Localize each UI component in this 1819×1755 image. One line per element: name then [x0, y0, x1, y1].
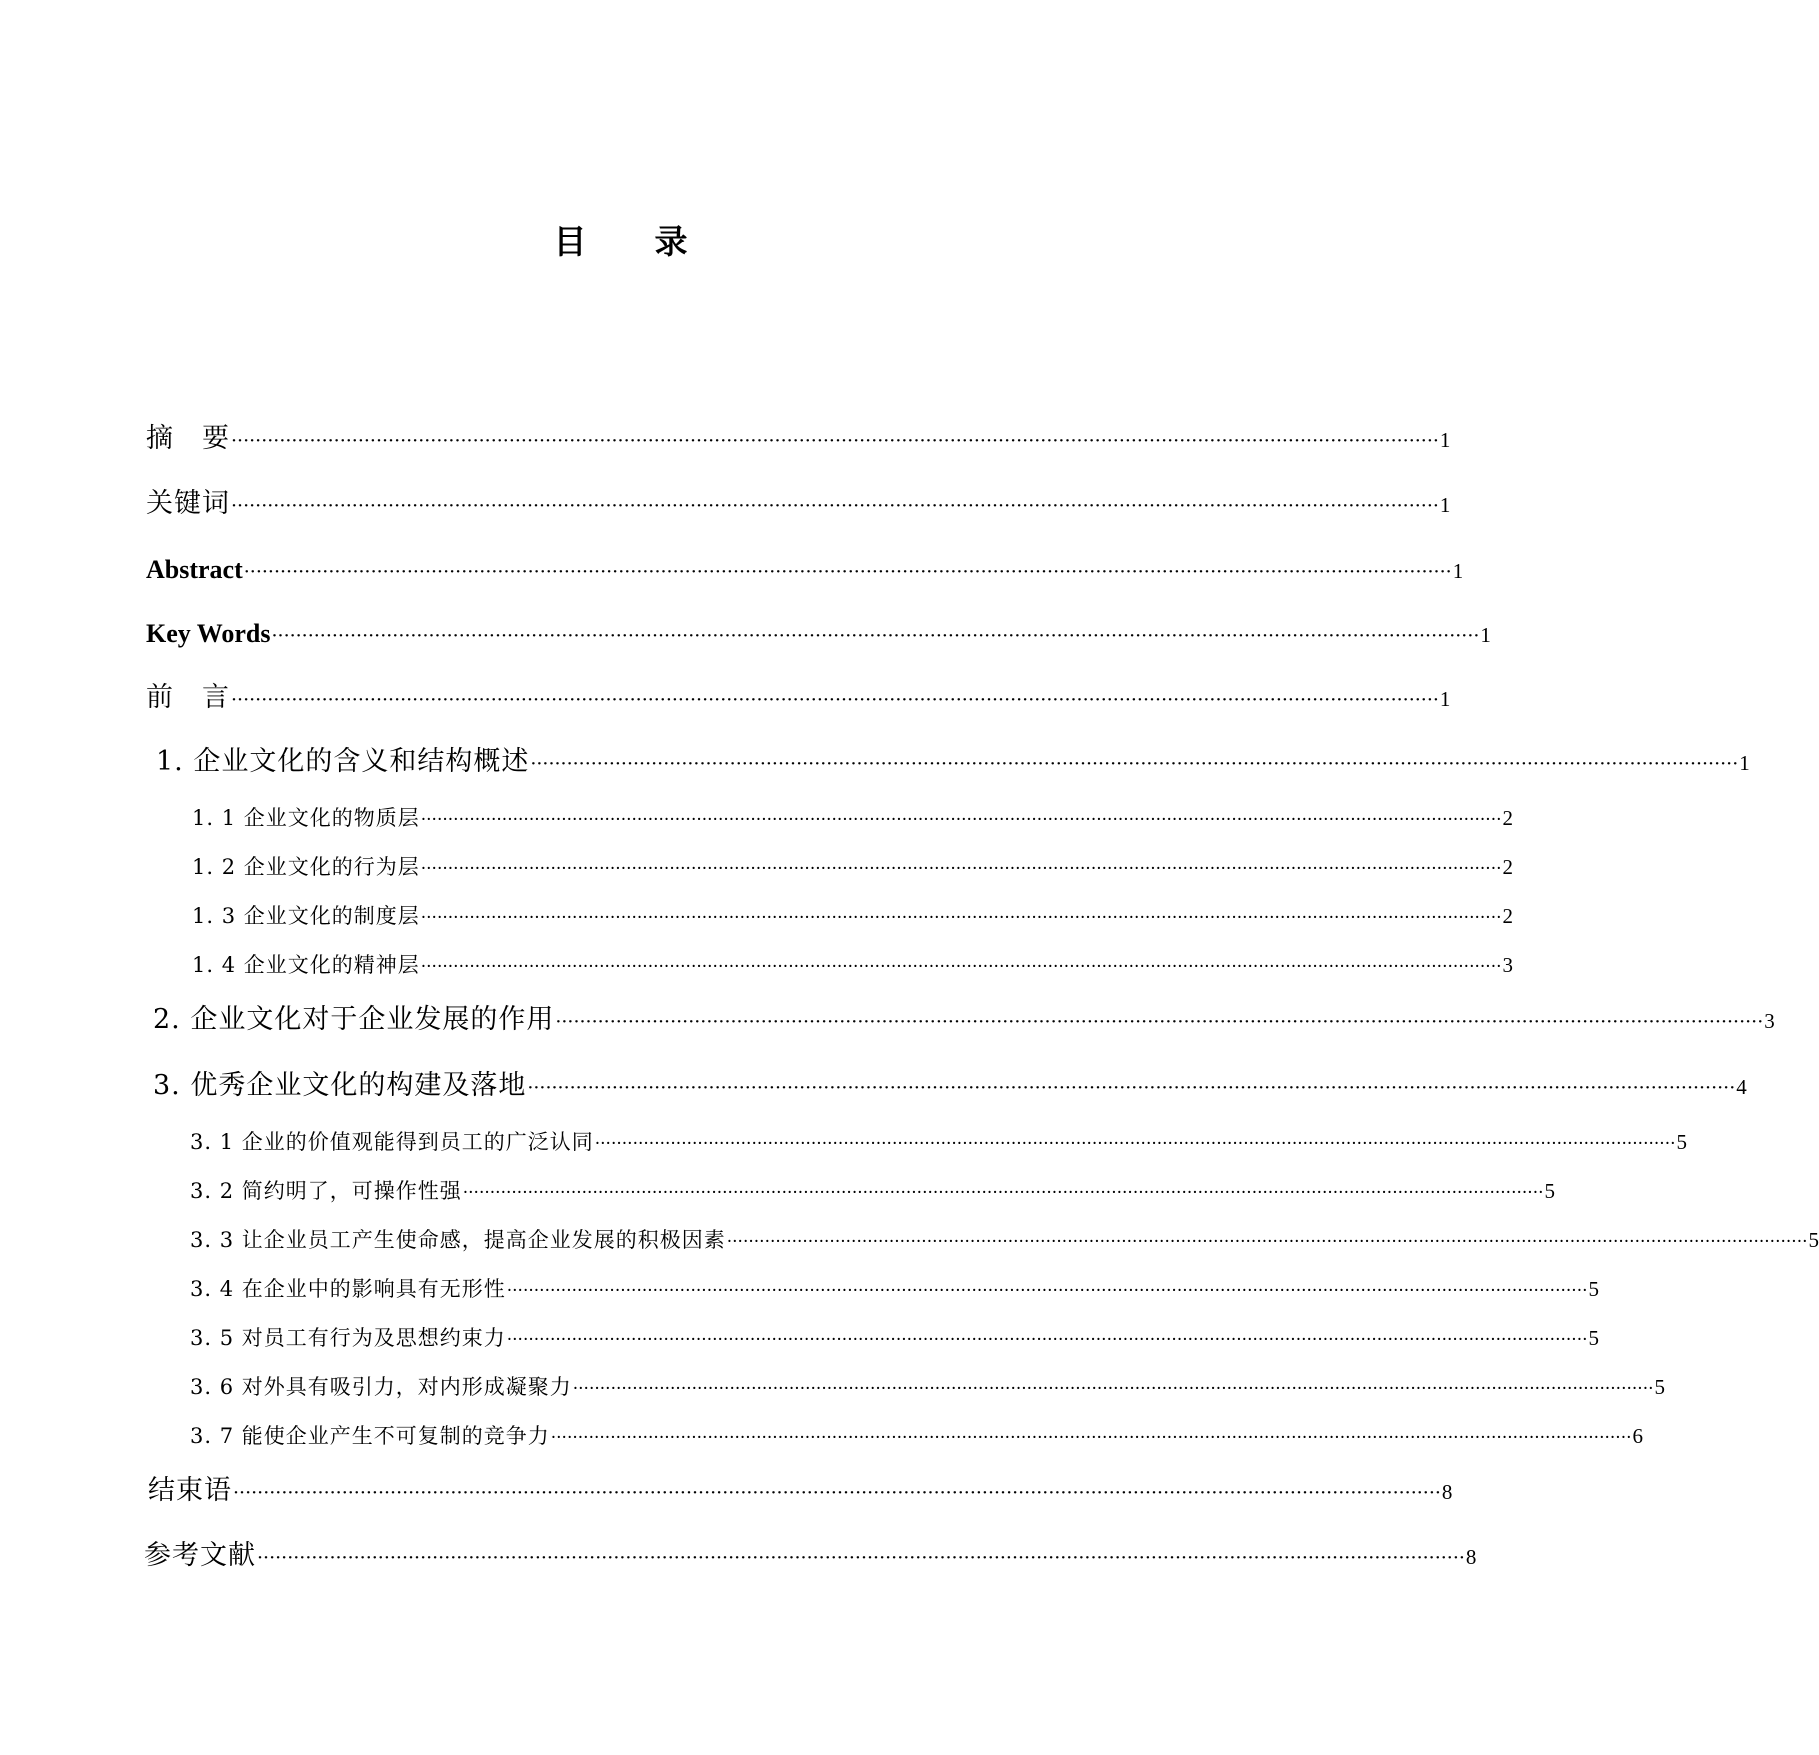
toc-entry-section-1[interactable] [156, 745, 1750, 781]
toc-leader-dots: ········································································································································································································ [506, 1330, 1588, 1350]
toc-leader-dots: ········································································································································································································ [271, 625, 1480, 647]
toc-leader-dots: ········································································································································································································ [420, 810, 1502, 830]
toc-leader-dots: ········································································································································································································ [530, 753, 1739, 775]
toc-entry-section-3-4[interactable] [190, 1274, 1600, 1306]
toc-entry-keywords-cn[interactable] [146, 487, 1451, 523]
toc-entry-label: 3. 5 对员工有行为及思想约束力 [190, 1326, 506, 1350]
toc-entry-label: 3. 4 在企业中的影响具有无形性 [190, 1277, 506, 1301]
toc-entry-section-2[interactable] [153, 1003, 1775, 1039]
toc-entry-label: 3. 6 对外具有吸引力，对内形成凝聚力 [190, 1375, 572, 1399]
toc-leader-dots: ········································································································································································································ [572, 1379, 1654, 1399]
toc-leader-dots: ········································································································································································································ [243, 561, 1452, 583]
toc-entry-section-1-3[interactable] [192, 901, 1514, 933]
toc-entry-label: 1. 企业文化的含义和结构概述 [156, 746, 530, 777]
toc-page-number: 1 [1439, 428, 1451, 452]
toc-page-number: 5 [1808, 1228, 1819, 1252]
toc-entry-label: 1. 2 企业文化的行为层 [192, 855, 420, 879]
toc-entry-section-3-5[interactable] [190, 1323, 1600, 1355]
toc-entry-section-3-3[interactable] [190, 1225, 1819, 1257]
toc-leader-dots: ········································································································································································································ [420, 859, 1502, 879]
toc-page-number: 1 [1439, 687, 1451, 711]
toc-entry-label: 参考文献 [144, 1540, 256, 1571]
toc-entry-label: 关键词 [146, 488, 230, 519]
toc-leader-dots: ········································································································································································································ [462, 1183, 1544, 1203]
toc-page-number: 5 [1676, 1130, 1688, 1154]
toc-entry-label: 3. 2 简约明了，可操作性强 [190, 1179, 462, 1203]
toc-entry-label: 1. 3 企业文化的制度层 [192, 904, 420, 928]
toc-page-number: 1 [1452, 559, 1464, 583]
toc-entry-section-3-7[interactable] [190, 1421, 1644, 1453]
toc-leader-dots: ········································································································································································································ [550, 1428, 1632, 1448]
toc-entry-label: Key Words [146, 619, 271, 648]
toc-entry-section-3-6[interactable] [190, 1372, 1666, 1404]
toc-page-number: 2 [1502, 904, 1514, 928]
toc-page-number: 5 [1544, 1179, 1556, 1203]
toc-entry-label: 结束语 [148, 1475, 232, 1506]
toc-leader-dots: ········································································································································································································ [257, 1547, 1465, 1569]
toc-entry-label: 前 言 [146, 682, 230, 713]
toc-page-number: 1 [1739, 751, 1750, 775]
toc-entry-section-3-1[interactable] [190, 1127, 1688, 1159]
toc-entry-section-1-2[interactable] [192, 852, 1514, 884]
toc-entry-section-1-4[interactable] [192, 950, 1514, 982]
toc-leader-dots: ········································································································································································································ [231, 430, 1439, 452]
toc-entry-label: Abstract [146, 555, 243, 584]
toc-entry-keywords-en[interactable] [146, 617, 1491, 653]
toc-entry-section-3-2[interactable] [190, 1176, 1556, 1208]
toc-leader-dots: ········································································································································································································ [420, 957, 1502, 977]
toc-entry-abstract-cn[interactable] [146, 422, 1451, 458]
toc-page-number: 5 [1654, 1375, 1666, 1399]
toc-leader-dots: ········································································································································································································ [231, 495, 1439, 517]
toc-entry-abstract-en[interactable] [146, 553, 1464, 589]
toc-leader-dots: ········································································································································································································ [555, 1011, 1764, 1033]
toc-entry-label: 3. 7 能使企业产生不可复制的竞争力 [190, 1424, 550, 1448]
toc-page-number: 1 [1480, 623, 1491, 647]
toc-entry-label: 2. 企业文化对于企业发展的作用 [153, 1004, 555, 1035]
toc-leader-dots: ········································································································································································································ [420, 908, 1502, 928]
toc-page-number: 6 [1632, 1424, 1644, 1448]
toc-entry-label: 3. 3 让企业员工产生使命感，提高企业发展的积极因素 [190, 1228, 726, 1252]
toc-page-number: 3 [1764, 1009, 1775, 1033]
toc-leader-dots: ········································································································································································································ [527, 1077, 1736, 1099]
toc-entry-references[interactable] [144, 1539, 1477, 1575]
toc-page-number: 4 [1736, 1075, 1747, 1099]
toc-entry-label: 3. 1 企业的价值观能得到员工的广泛认同 [190, 1130, 594, 1154]
page-title-char-1: 目 [553, 222, 587, 261]
toc-leader-dots: ········································································································································································································ [726, 1232, 1808, 1252]
toc-page-number: 8 [1441, 1480, 1453, 1504]
toc-page-number: 5 [1588, 1277, 1600, 1301]
toc-page-number: 8 [1465, 1545, 1477, 1569]
toc-entry-label: 3. 优秀企业文化的构建及落地 [153, 1070, 527, 1101]
toc-entry-label: 1. 4 企业文化的精神层 [192, 953, 420, 977]
toc-page-number: 2 [1502, 806, 1514, 830]
toc-entry-section-3[interactable] [153, 1069, 1747, 1105]
toc-page-number: 5 [1588, 1326, 1600, 1350]
toc-entry-conclusion[interactable] [148, 1474, 1453, 1510]
toc-leader-dots: ········································································································································································································ [231, 689, 1439, 711]
toc-page-number: 3 [1502, 953, 1514, 977]
toc-entry-label: 摘 要 [146, 423, 230, 454]
toc-page-number: 2 [1502, 855, 1514, 879]
toc-leader-dots: ········································································································································································································ [506, 1281, 1588, 1301]
toc-leader-dots: ········································································································································································································ [233, 1482, 1441, 1504]
page-title-char-2: 录 [654, 222, 688, 261]
toc-entry-preface[interactable] [146, 681, 1451, 717]
toc-entry-section-1-1[interactable] [192, 803, 1514, 835]
toc-entry-label: 1. 1 企业文化的物质层 [192, 806, 420, 830]
toc-page-number: 1 [1439, 493, 1451, 517]
toc-leader-dots: ········································································································································································································ [594, 1134, 1676, 1154]
